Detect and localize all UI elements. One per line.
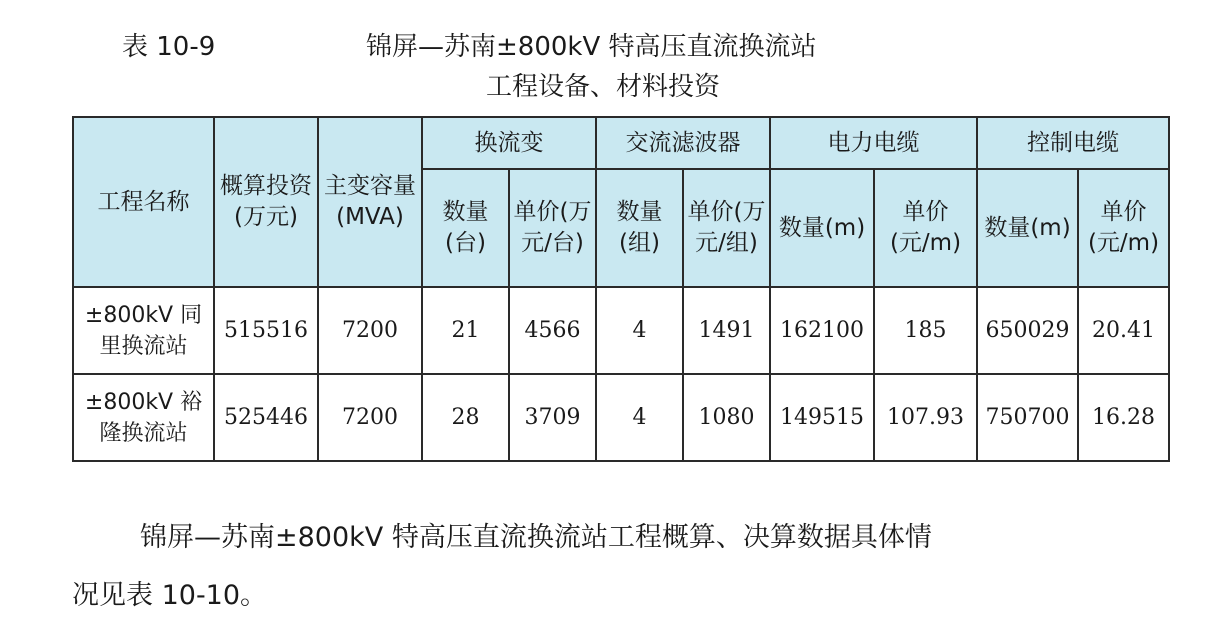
cell-control-cable-qty: 650029 xyxy=(977,287,1078,374)
table-title-line-2: 工程设备、材料投资 xyxy=(486,72,721,102)
cell-capacity: 7200 xyxy=(318,374,422,461)
cell-converter-qty: 28 xyxy=(422,374,509,461)
header-power-cable-qty: 数量(m) xyxy=(770,169,874,287)
cell-project-name: ±800kV 裕隆换流站 xyxy=(73,374,214,461)
table-title-line-1: 锦屏—苏南±800kV 特高压直流换流站 xyxy=(366,32,817,62)
cell-control-cable-price: 20.41 xyxy=(1078,287,1169,374)
cell-filter-qty: 4 xyxy=(596,374,683,461)
body-paragraph-line-1: 锦屏—苏南±800kV 特高压直流换流站工程概算、决算数据具体情 xyxy=(140,522,932,553)
cell-filter-qty: 4 xyxy=(596,287,683,374)
header-group-control-cable: 控制电缆 xyxy=(977,117,1169,169)
cell-filter-price: 1080 xyxy=(683,374,770,461)
cell-converter-qty: 21 xyxy=(422,287,509,374)
cell-power-cable-price: 185 xyxy=(874,287,977,374)
cell-power-cable-qty: 149515 xyxy=(770,374,874,461)
cell-capacity: 7200 xyxy=(318,287,422,374)
investment-table xyxy=(72,116,1170,462)
cell-project-name: ±800kV 同里换流站 xyxy=(73,287,214,374)
cell-converter-price: 3709 xyxy=(509,374,596,461)
body-paragraph-line-2: 况见表 10-10。 xyxy=(72,580,268,611)
cell-budget: 515516 xyxy=(214,287,318,374)
cell-budget: 525446 xyxy=(214,374,318,461)
table-number: 表 10-9 xyxy=(122,32,216,62)
table-row xyxy=(73,374,1169,461)
header-filter-price: 单价(万元/组) xyxy=(683,169,770,287)
table-row xyxy=(73,287,1169,374)
header-converter-qty: 数量(台) xyxy=(422,169,509,287)
header-converter-price: 单价(万元/台) xyxy=(509,169,596,287)
header-filter-qty: 数量(组) xyxy=(596,169,683,287)
header-control-cable-price: 单价(元/m) xyxy=(1078,169,1169,287)
cell-converter-price: 4566 xyxy=(509,287,596,374)
header-group-ac-filter: 交流滤波器 xyxy=(596,117,770,169)
header-group-converter-transformer: 换流变 xyxy=(422,117,596,169)
header-row-1 xyxy=(73,117,1169,169)
cell-power-cable-price: 107.93 xyxy=(874,374,977,461)
header-budget-investment: 概算投资(万元) xyxy=(214,117,318,287)
header-control-cable-qty: 数量(m) xyxy=(977,169,1078,287)
header-power-cable-price: 单价(元/m) xyxy=(874,169,977,287)
cell-control-cable-qty: 750700 xyxy=(977,374,1078,461)
header-group-power-cable: 电力电缆 xyxy=(770,117,977,169)
cell-power-cable-qty: 162100 xyxy=(770,287,874,374)
header-project-name: 工程名称 xyxy=(73,117,214,287)
cell-filter-price: 1491 xyxy=(683,287,770,374)
header-main-transformer-capacity: 主变容量(MVA) xyxy=(318,117,422,287)
cell-control-cable-price: 16.28 xyxy=(1078,374,1169,461)
